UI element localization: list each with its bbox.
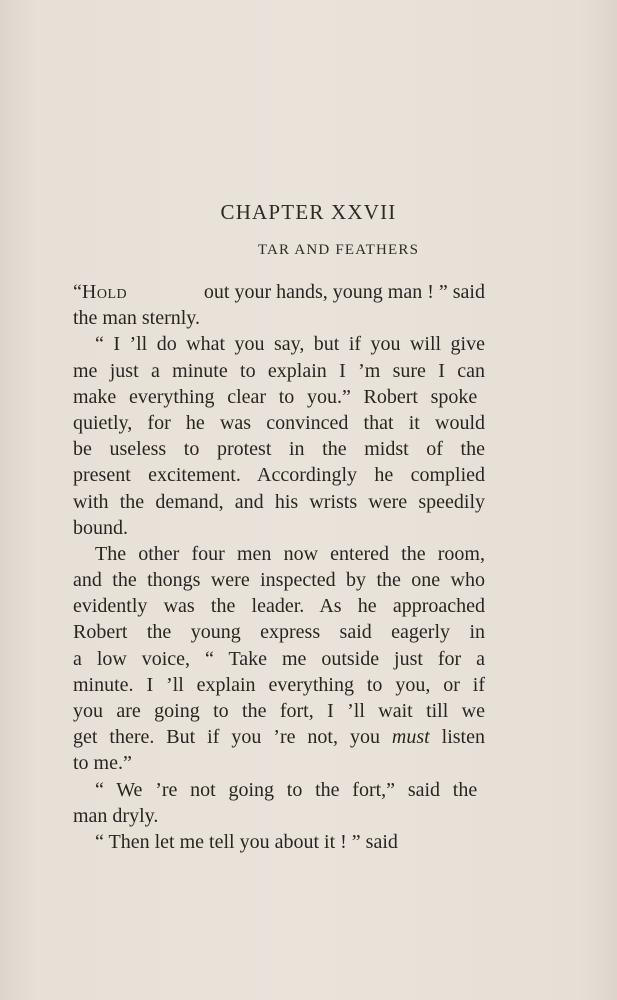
text-line: be useless to protest in the midst of the	[73, 438, 485, 461]
italic-word: must	[391, 726, 430, 749]
text-line: minute. I ’ll explain everything to you, or if	[73, 673, 485, 696]
text-line: evidently was the leader. As he approached	[73, 595, 485, 618]
text-line: the man sternly.	[73, 307, 201, 330]
text-line: me just a minute to explain I ’m sure I can	[73, 359, 485, 382]
chapter-title: TAR AND FEATHERS	[257, 242, 420, 258]
text-line-rest: out your hands, young man ! ” said	[203, 281, 485, 303]
text-line: The other four men now entered the room,	[95, 542, 485, 565]
text-line: a low voice, “ Take me outside just for a	[73, 647, 485, 670]
text-line: “ We ’re not going to the fort,” said the	[95, 778, 478, 801]
text-line: present excitement. Accordingly he complied	[73, 464, 485, 487]
text-line: and the thongs were inspected by the one who	[73, 569, 485, 592]
chapter-heading: CHAPTER XXVII	[220, 200, 397, 224]
text-line: “ Then let me tell you about it ! ” said	[95, 830, 398, 853]
text-line: quietly, for he was convinced that it would	[73, 411, 485, 434]
text-line-start: “Hold	[73, 279, 127, 305]
text-line: you are going to the fort, I ’ll wait till we	[73, 700, 485, 722]
text-line	[73, 279, 485, 305]
text-line: get there. But if you ’re not, you must listen	[73, 726, 485, 749]
text-line: Robert the young express said eagerly in	[73, 621, 485, 644]
body-text	[73, 279, 485, 855]
text-line: make everything clear to you.” Robert spoke	[73, 385, 478, 408]
small-caps-word: Hold	[81, 281, 128, 303]
text-line: “ I ’ll do what you say, but if you will give	[95, 333, 485, 356]
text-line: to me.”	[73, 752, 132, 775]
text-line: with the demand, and his wrists were speedily	[73, 490, 485, 513]
text-line: bound.	[73, 516, 128, 539]
text-line: man dryly.	[73, 804, 159, 827]
